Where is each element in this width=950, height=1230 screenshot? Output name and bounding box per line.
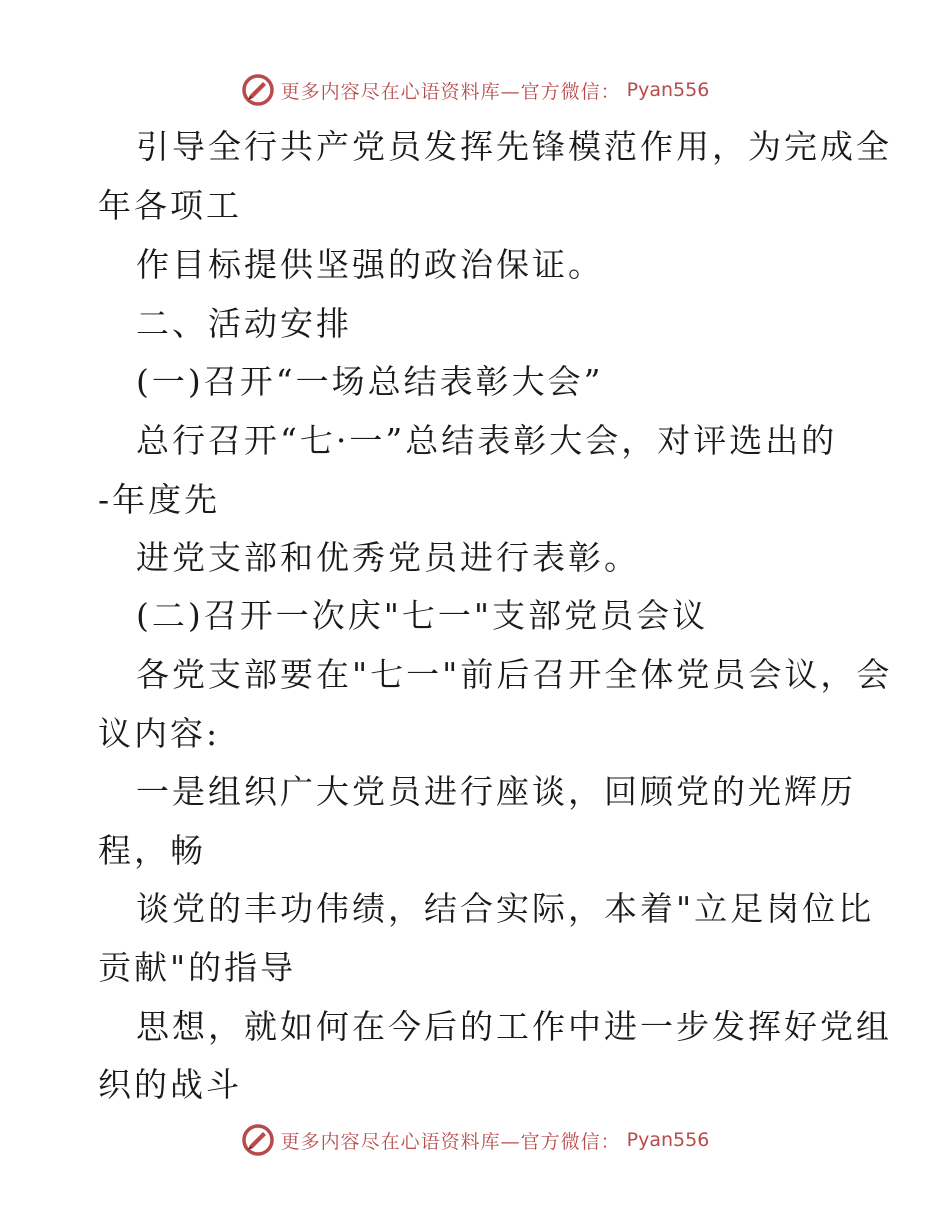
text-line: 议内容:: [98, 714, 221, 753]
text-line: 作目标提供坚强的政治保证。: [136, 245, 604, 284]
watermark-group: [241, 1123, 710, 1157]
text-line: 各党支部要在"七一"前后召开全体党员会议，会: [136, 655, 893, 694]
text-line: -年度先: [98, 480, 221, 519]
text-line: 谈党的丰功伟绩，结合实际，本着"立足岗位比: [136, 889, 875, 928]
text-line: 贡献"的指导: [98, 948, 297, 987]
watermark-text: 更多内容尽在心语资料库—官方微信：: [280, 80, 621, 103]
subsection-heading: (二)召开一次庆"七一"支部党员会议: [136, 596, 709, 635]
footer-watermark-banner: [0, 1120, 950, 1160]
section-heading: 二、活动安排: [136, 304, 352, 343]
pen-circle-logo-icon: [241, 73, 275, 107]
text-line: 程，畅: [98, 831, 206, 870]
watermark-wechat-id: Pyan556: [626, 79, 710, 101]
text-line: 思想，就如何在今后的工作中进一步发挥好党组: [136, 1007, 892, 1046]
text-line: 引导全行共产党员发挥先锋模范作用，为完成全: [136, 127, 892, 166]
watermark-wechat-id: Pyan556: [626, 1129, 710, 1151]
text-line: 进党支部和优秀党员进行表彰。: [136, 538, 640, 577]
text-line: 总行召开“七·一”总结表彰大会，对评选出的: [136, 421, 838, 460]
subsection-heading: (一)召开“一场总结表彰大会”: [136, 362, 604, 401]
watermark-group: [241, 73, 710, 107]
watermark-text: 更多内容尽在心语资料库—官方微信：: [280, 1130, 621, 1153]
text-line: 织的战斗: [98, 1065, 242, 1104]
text-line: 一是组织广大党员进行座谈，回顾党的光辉历: [136, 772, 856, 811]
pen-circle-logo-icon: [241, 1123, 275, 1157]
text-line: 年各项工: [98, 186, 242, 225]
header-watermark-banner: [0, 70, 950, 110]
